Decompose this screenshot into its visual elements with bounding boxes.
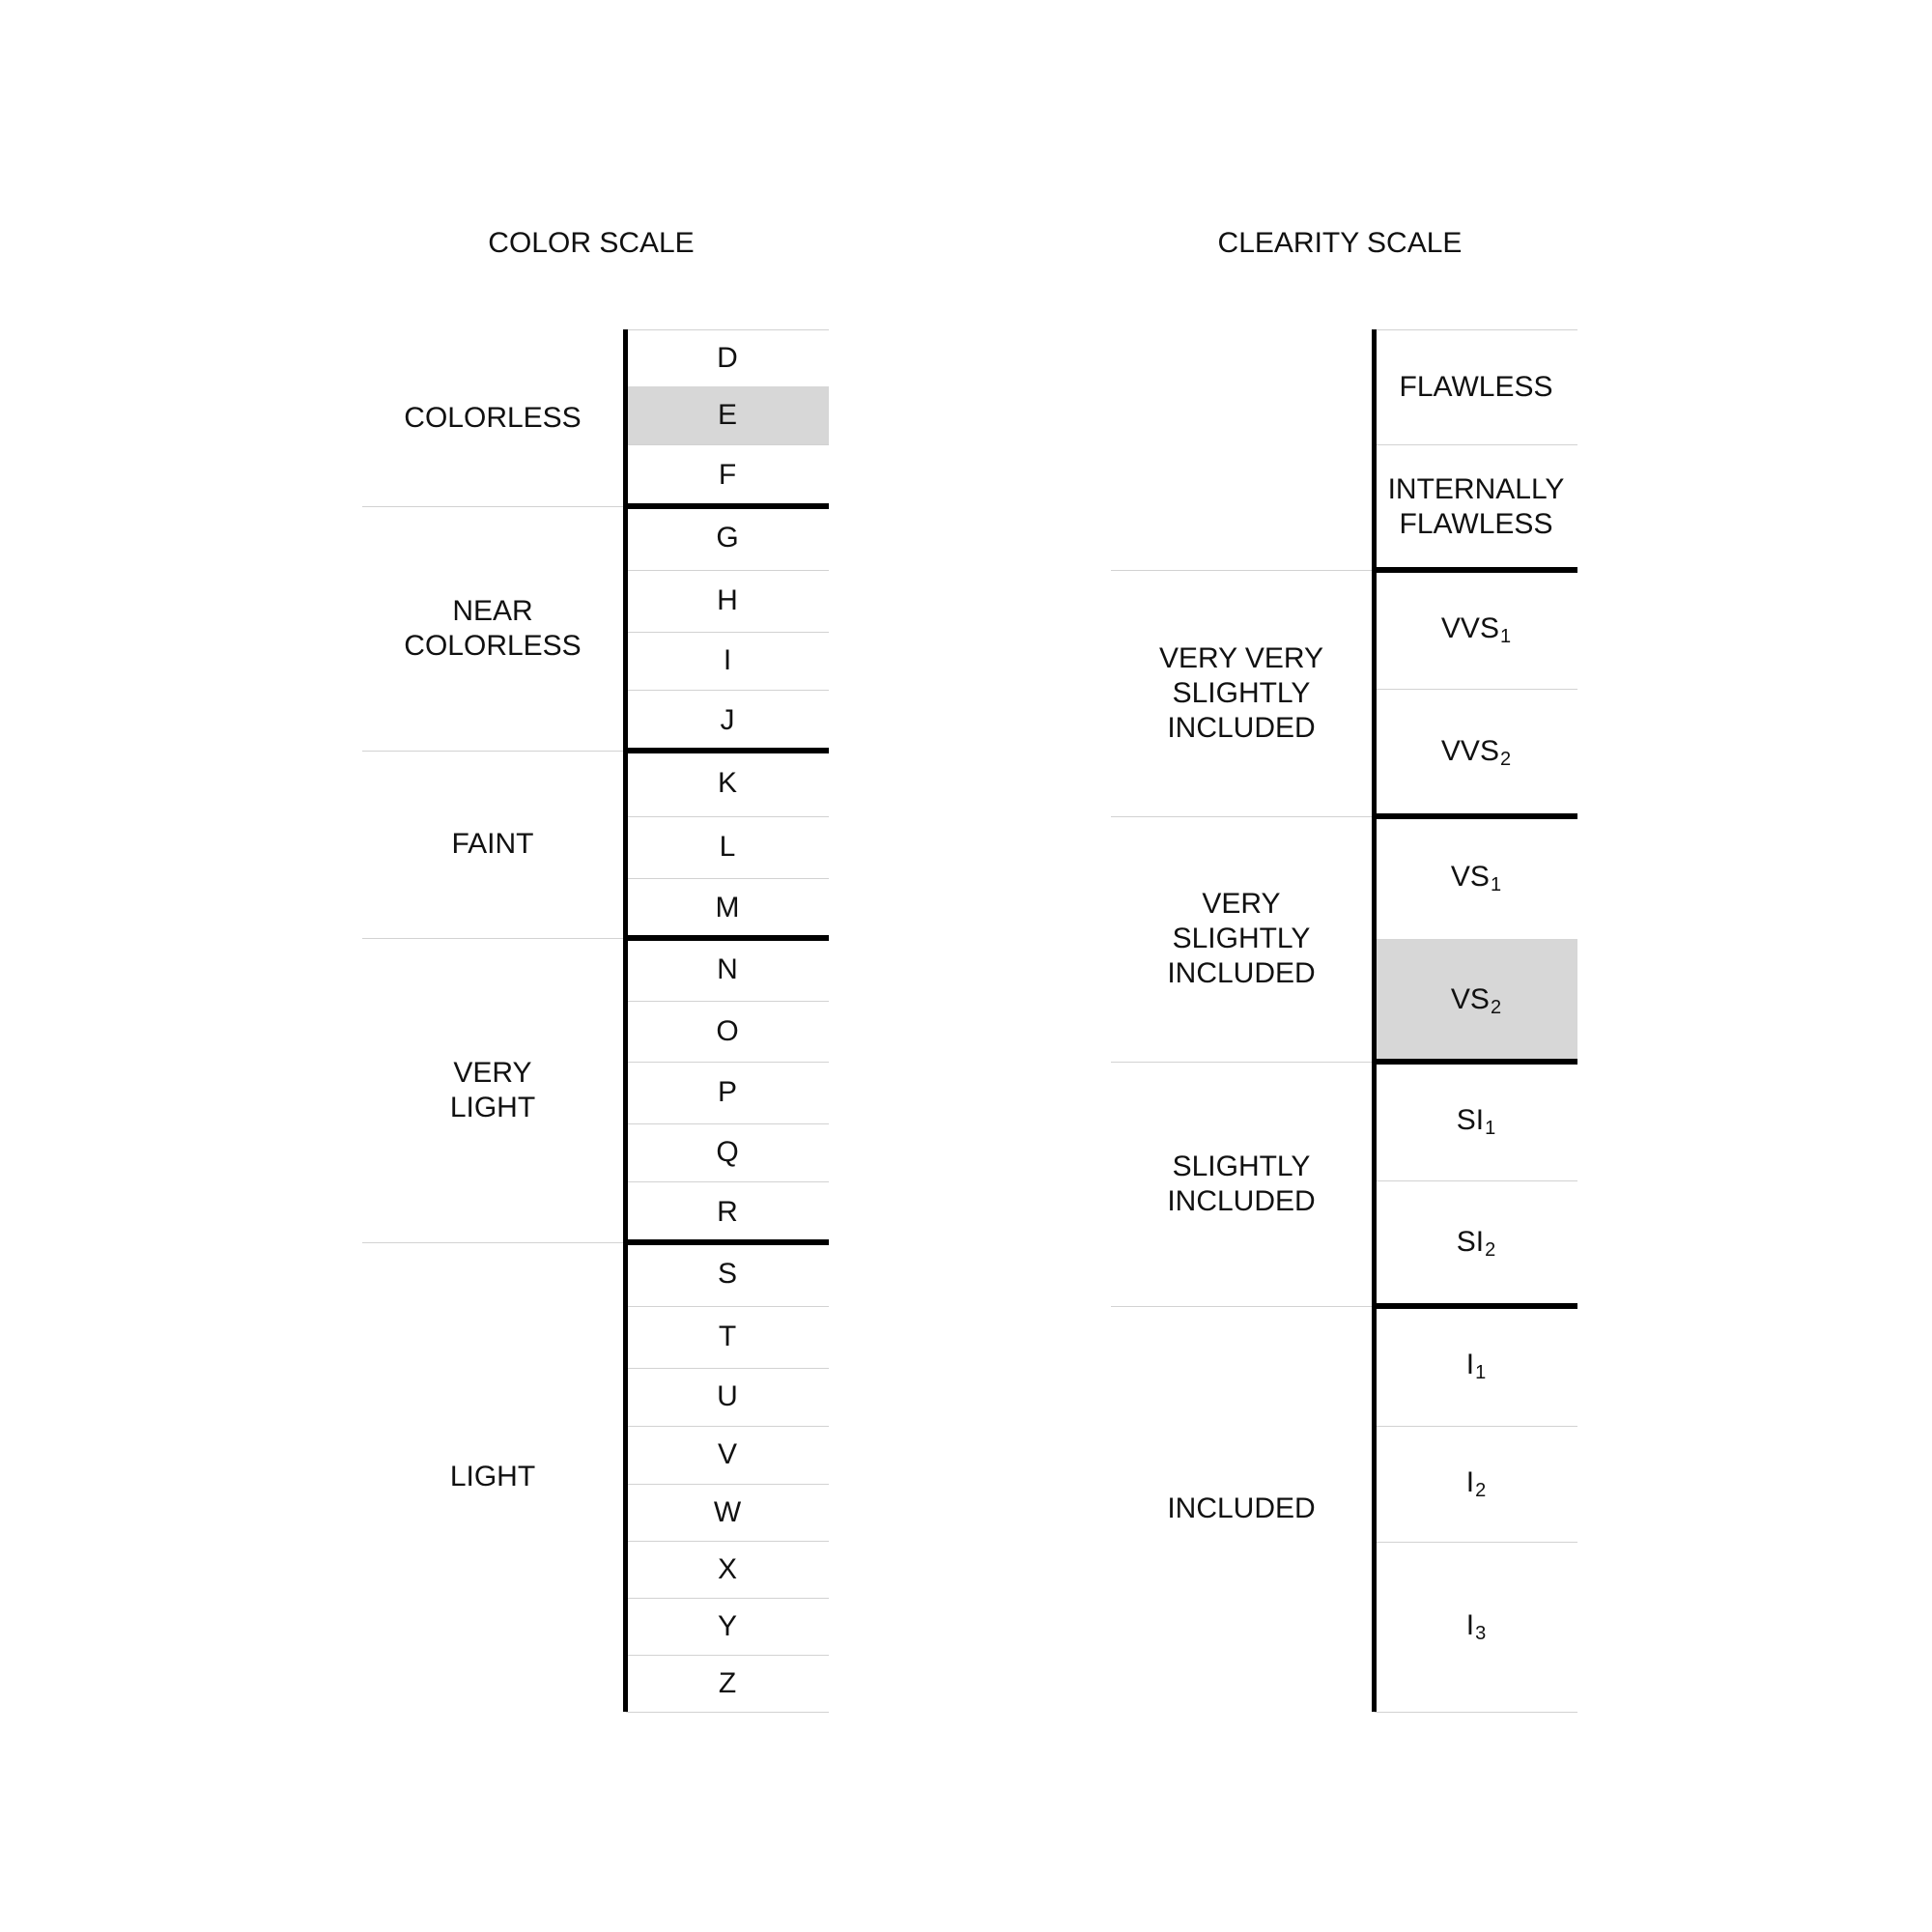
group-label	[1111, 329, 1372, 570]
grade-cell: W	[713, 1495, 742, 1528]
grade-cell: J	[720, 703, 735, 736]
grade-text: VS	[1450, 860, 1490, 893]
grade-subscript: 2	[1485, 1239, 1496, 1261]
scale-top-rule	[1375, 329, 1577, 330]
group-label: VERY VERY SLIGHTLY INCLUDED	[1158, 641, 1324, 744]
clarity-scale-title: CLEARITY SCALE	[1217, 227, 1463, 259]
grade-text: SI	[1456, 1226, 1485, 1258]
grade-cell: O	[716, 1014, 739, 1047]
scale-bottom-rule	[1375, 1712, 1577, 1713]
group-label: VERY LIGHT	[449, 1056, 536, 1123]
grade-subscript: 2	[1499, 749, 1512, 770]
grade-cell	[1375, 689, 1577, 816]
grade-cell	[1375, 444, 1577, 570]
grade-text: I	[1465, 1349, 1475, 1380]
grade-cell	[1375, 1542, 1577, 1712]
group-label: COLORLESS	[404, 401, 582, 434]
grade-cell: D	[717, 341, 738, 374]
grade-cell: E	[626, 386, 829, 444]
grade-cell	[1375, 939, 1577, 1062]
grade-subscript: 1	[1475, 1362, 1487, 1383]
grade-text: INTERNALLY FLAWLESS	[1387, 473, 1565, 540]
grade-cell: F	[718, 459, 737, 491]
color-scale-title: COLOR SCALE	[488, 227, 695, 259]
grade-cell: T	[718, 1321, 737, 1352]
grade-subscript: 2	[1490, 996, 1502, 1018]
grade-cell: U	[717, 1380, 738, 1412]
grade-text: FLAWLESS	[1399, 370, 1553, 403]
group-label: FAINT	[451, 828, 534, 860]
grade-text: VVS	[1440, 735, 1499, 767]
grade-text: VS	[1450, 982, 1490, 1015]
grade-cell: R	[717, 1195, 738, 1228]
group-label: NEAR COLORLESS	[404, 594, 582, 662]
grade-cell: M	[715, 892, 740, 923]
grade-cell: L	[719, 831, 736, 863]
grade-text: I	[1465, 1609, 1475, 1641]
grade-subscript: 3	[1475, 1623, 1487, 1644]
grade-cell	[1375, 1180, 1577, 1306]
grade-cell: S	[717, 1258, 737, 1290]
grade-subscript: 1	[1485, 1117, 1496, 1139]
grade-cell: Z	[718, 1666, 737, 1699]
grade-subscript: 1	[1499, 625, 1512, 647]
grade-cell: H	[717, 584, 738, 616]
group-label: VERY SLIGHTLY INCLUDED	[1167, 888, 1316, 989]
grade-cell: Q	[716, 1136, 739, 1168]
grade-text: I	[1465, 1466, 1475, 1498]
grade-cell	[1375, 1062, 1577, 1180]
grade-cell	[1375, 329, 1577, 444]
grade-cell: P	[717, 1076, 737, 1108]
grade-text: VVS	[1440, 611, 1499, 644]
grade-subscript: 1	[1490, 873, 1502, 895]
grade-cell: G	[716, 522, 739, 554]
grade-cell: K	[717, 767, 737, 799]
group-label: INCLUDED	[1167, 1492, 1316, 1524]
group-label: LIGHT	[449, 1461, 536, 1492]
scale-axis-line	[1372, 329, 1377, 1712]
grade-cell: I	[723, 644, 732, 676]
grade-text: SI	[1456, 1103, 1485, 1136]
grade-cell: X	[717, 1552, 737, 1585]
grade-cell	[1375, 816, 1577, 939]
grade-cell	[1375, 1426, 1577, 1542]
grade-cell: V	[717, 1438, 737, 1470]
group-label: SLIGHTLY INCLUDED	[1167, 1150, 1316, 1217]
grade-cell: N	[717, 952, 738, 985]
grade-cell	[1375, 570, 1577, 689]
grade-cell: Y	[717, 1609, 737, 1642]
grade-subscript: 2	[1475, 1480, 1487, 1501]
grade-cell	[1375, 1306, 1577, 1426]
